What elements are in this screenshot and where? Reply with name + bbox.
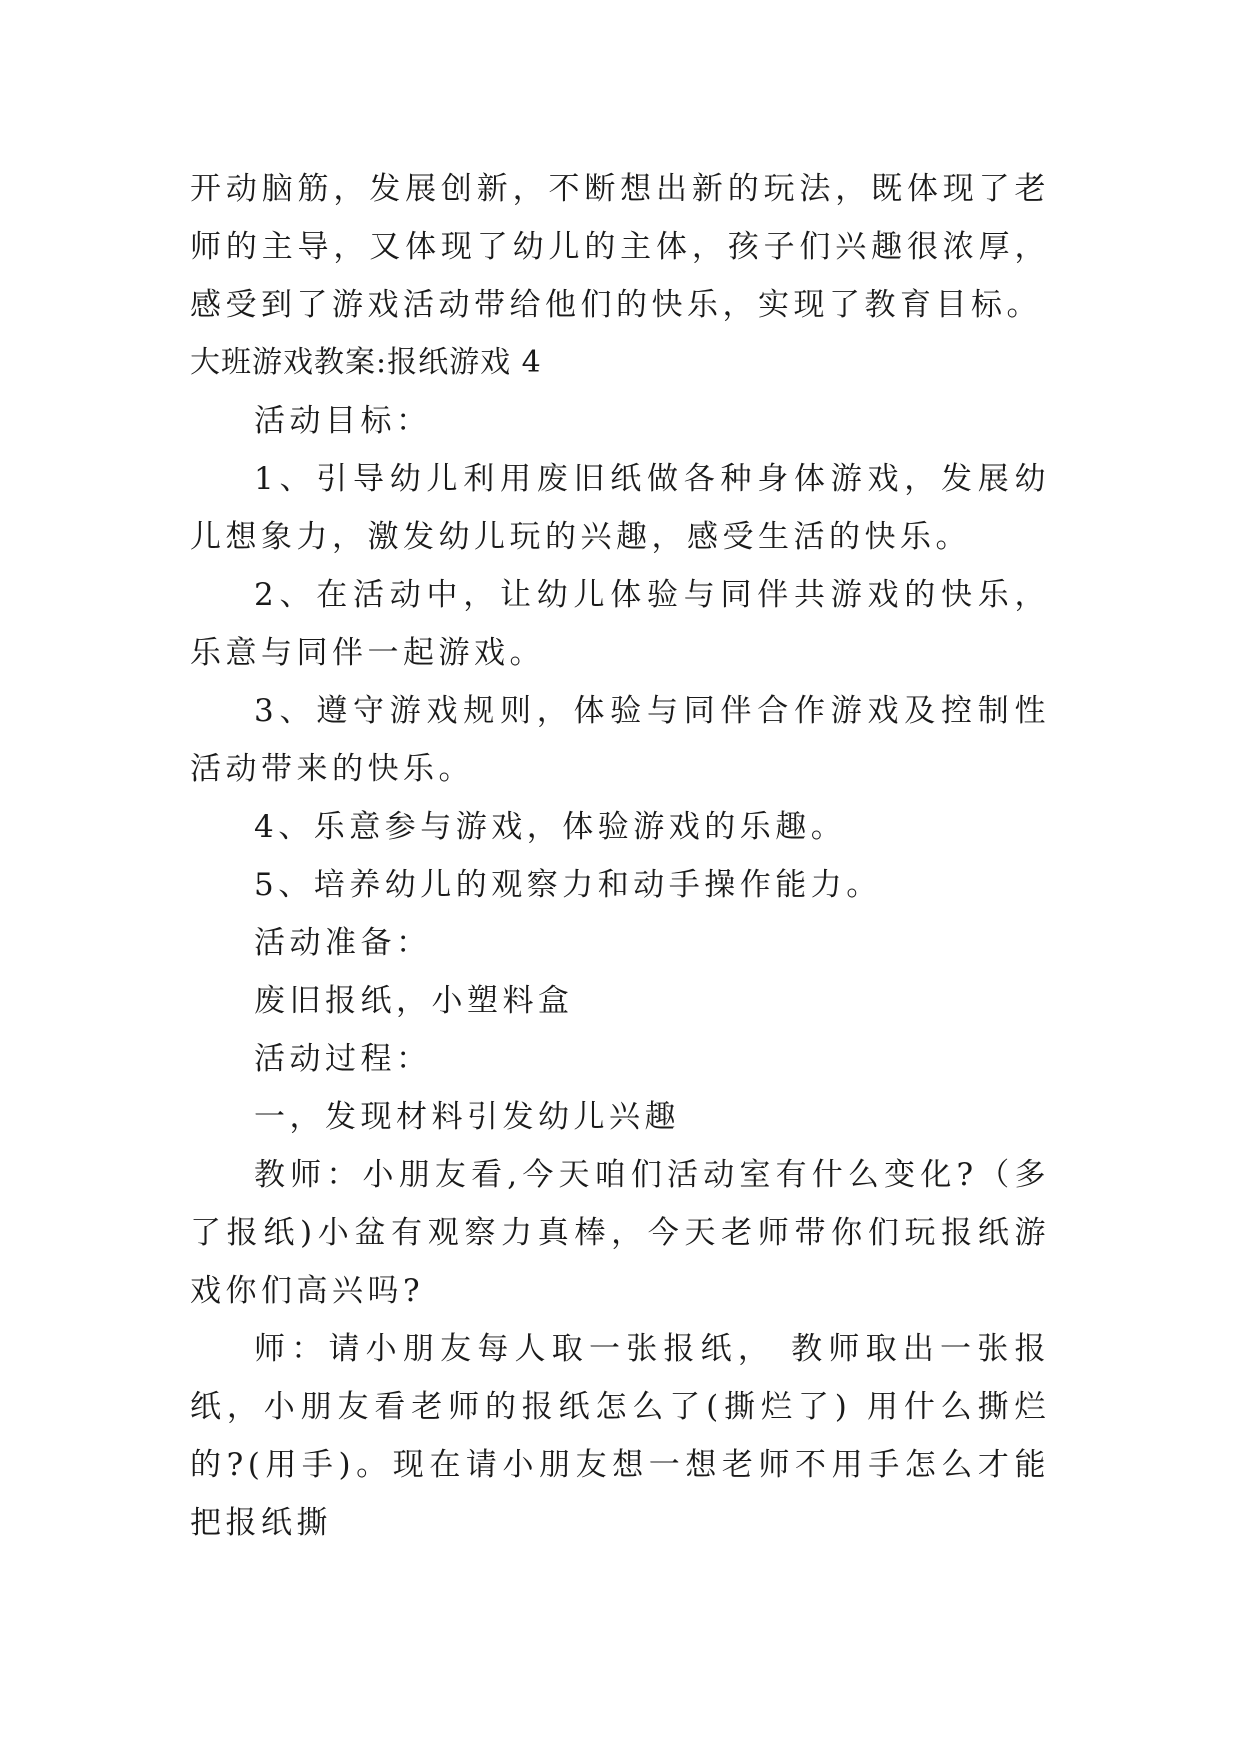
- section-title: 大班游戏教案:报纸游戏 4: [190, 345, 542, 380]
- document-body: [190, 160, 1050, 1552]
- goal-item-4: 4、乐意参与游戏，体验游戏的乐趣。: [254, 809, 847, 845]
- goal-item-2: 2、在活动中，让幼儿体验与同伴共游戏的快乐，乐意与同伴一起游戏。: [190, 577, 1050, 671]
- preparation-materials: 废旧报纸，小塑料盒: [254, 983, 574, 1019]
- teacher-dialogue-1: 教师：小朋友看,今天咱们活动室有什么变化?（多了报纸)小盆有观察力真棒，今天老师带你们玩报纸游戏你们高兴吗?: [190, 1157, 1050, 1309]
- goal-item-3: 3、遵守游戏规则，体验与同伴合作游戏及控制性活动带来的快乐。: [190, 693, 1050, 787]
- goal-item-5: 5、培养幼儿的观察力和动手操作能力。: [254, 867, 882, 903]
- process-step-1: 一，发现材料引发幼儿兴趣: [254, 1099, 680, 1135]
- intro-paragraph: 开动脑筋，发展创新，不断想出新的玩法，既体现了老师的主导，又体现了幼儿的主体，孩子们兴趣很浓厚，感受到了游戏活动带给他们的快乐，实现了教育目标。: [190, 171, 1050, 323]
- heading-activity-process: 活动过程：: [254, 1041, 432, 1077]
- teacher-dialogue-2: 师：请小朋友每人取一张报纸， 教师取出一张报纸，小朋友看老师的报纸怎么了(撕烂了) 用什么撕烂的?(用手)。现在请小朋友想一想老师不用手怎么才能把报纸撕: [190, 1331, 1050, 1541]
- heading-activity-goals: 活动目标：: [254, 403, 432, 439]
- heading-activity-preparation: 活动准备：: [254, 925, 432, 961]
- goal-item-1: 1、引导幼儿利用废旧纸做各种身体游戏，发展幼儿想象力，激发幼儿玩的兴趣，感受生活的快乐。: [190, 461, 1050, 555]
